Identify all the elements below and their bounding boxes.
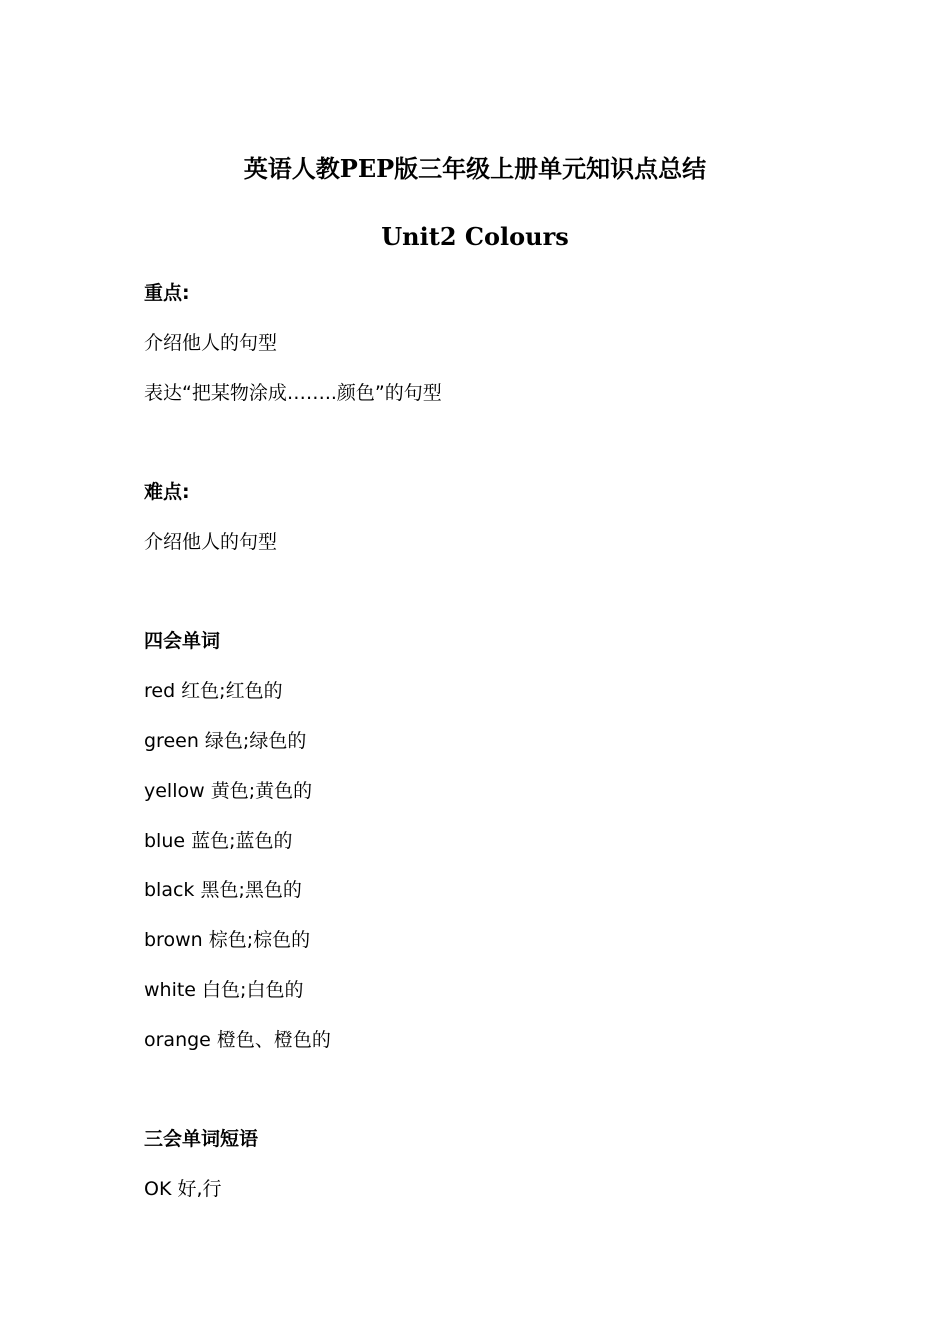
core-word-item: red 红色;红色的 <box>144 680 283 702</box>
extra-words-heading: 三会单词短语 <box>144 1128 259 1150</box>
extra-word-item: OK 好,行 <box>144 1178 222 1200</box>
key-point-item: 表达“把某物涂成……..颜色”的句型 <box>144 382 442 404</box>
key-point-item: 介绍他人的句型 <box>144 332 278 354</box>
unit-title: Unit2 Colours <box>381 222 569 251</box>
core-word-item: orange 橙色、橙色的 <box>144 1029 331 1051</box>
difficult-points-heading: 难点: <box>144 481 190 503</box>
core-words-heading: 四会单词 <box>144 630 221 652</box>
core-word-item: yellow 黄色;黄色的 <box>144 780 313 802</box>
core-word-item: brown 棕色;棕色的 <box>144 929 311 951</box>
core-word-item: blue 蓝色;蓝色的 <box>144 830 293 852</box>
core-word-item: green 绿色;绿色的 <box>144 730 307 752</box>
difficult-point-item: 介绍他人的句型 <box>144 531 278 553</box>
core-word-item: black 黑色;黑色的 <box>144 879 302 901</box>
core-word-item: white 白色;白色的 <box>144 979 304 1001</box>
key-points-heading: 重点: <box>144 282 190 304</box>
document-title: 英语人教PEP版三年级上册单元知识点总结 <box>243 154 707 183</box>
